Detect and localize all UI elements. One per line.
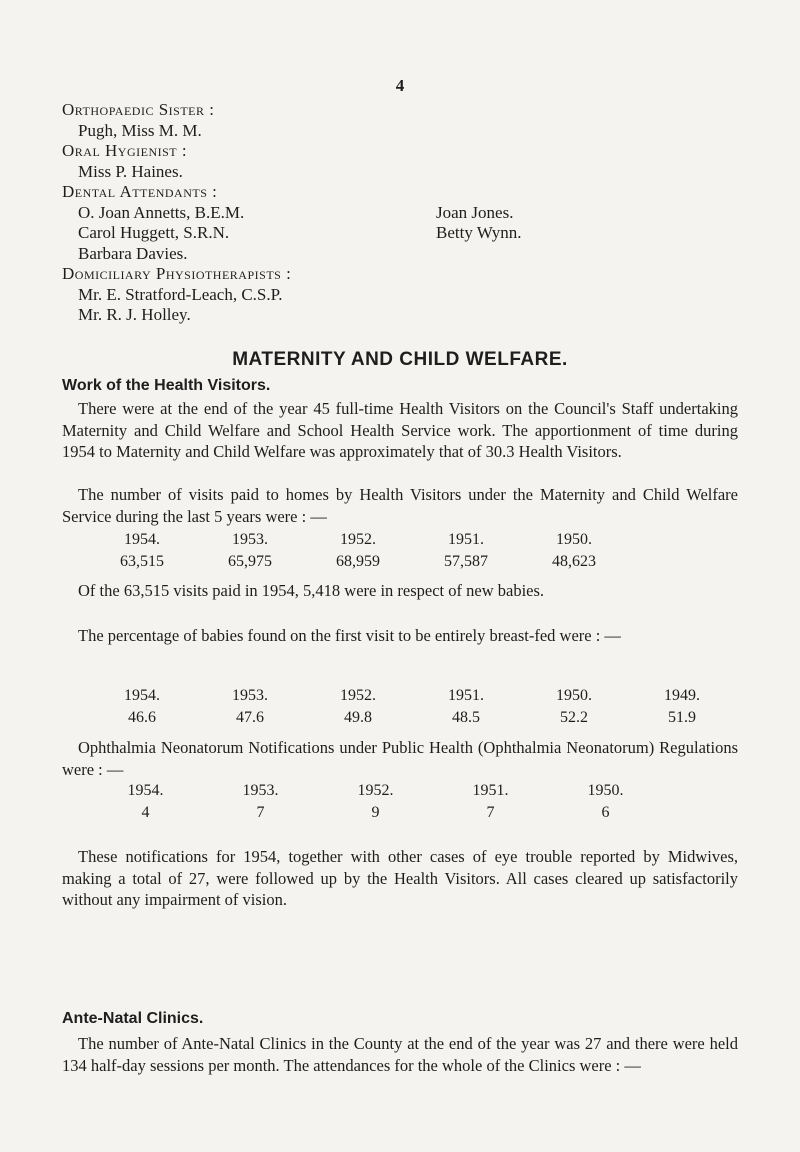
dental-attendants-heading: Dental Attendants : [62, 182, 218, 201]
physiotherapists-heading: Domiciliary Physiotherapists : [62, 264, 292, 283]
dental-name: Barbara Davies. [78, 243, 188, 263]
paragraph-breastfed [62, 625, 738, 647]
dental-name: O. Joan Annetts, B.E.M. [78, 202, 245, 222]
value-cell: 48,623 [552, 553, 596, 570]
paragraph-eye-trouble [62, 846, 738, 911]
value-cell: 7 [486, 804, 495, 821]
dental-name: Joan Jones. [436, 202, 514, 222]
work-heading: Work of the Health Visitors. [62, 377, 271, 394]
year-cell: 1951. [472, 782, 509, 799]
table-row [88, 529, 628, 551]
table-row [88, 551, 628, 573]
value-cell: 4 [141, 804, 150, 821]
visits-table [88, 529, 628, 573]
page-number: 4 [395, 76, 405, 95]
oral-hygienist-heading: Oral Hygienist : [62, 141, 188, 160]
value-cell: 47.6 [236, 709, 264, 726]
paragraph-text: The number of Ante-Natal Clinics in the County at the end of the year was 27 and there were held 134 half-day sessions per month. The attendances for the whole of the Clinics were : — [62, 1034, 738, 1075]
paragraph-text: These notifications for 1954, together with other cases of eye trouble reported by Midwives, making a total of 27, were followed up by the Health Visitors. All cases cleared up satisfactorily without any impairment of vision. [62, 847, 738, 909]
oral-hygienist-name: Miss P. Haines. [78, 161, 183, 181]
breastfed-table [88, 685, 736, 729]
dental-name [436, 244, 742, 265]
table-row [88, 685, 736, 707]
value-cell: 52.2 [560, 709, 588, 726]
value-cell: 68,959 [336, 553, 380, 570]
paragraph-ophthalmia [62, 737, 738, 780]
table-row [88, 780, 663, 802]
value-cell: 51.9 [668, 709, 696, 726]
paragraph-text: The percentage of babies found on the first visit to be entirely breast-fed were : — [78, 626, 621, 645]
year-cell: 1950. [556, 687, 592, 704]
value-cell: 49.8 [344, 709, 372, 726]
physiotherapist-name: Mr. R. J. Holley. [78, 305, 191, 324]
paragraph-text: The number of visits paid to homes by Health Visitors under the Maternity and Child Welfare Service during the last 5 years were : — [62, 485, 738, 526]
year-cell: 1950. [587, 782, 624, 799]
section-title: MATERNITY AND CHILD WELFARE. [232, 349, 568, 370]
value-cell: 48.5 [452, 709, 480, 726]
year-cell: 1954. [124, 687, 160, 704]
value-cell: 46.6 [128, 709, 156, 726]
year-cell: 1951. [448, 687, 484, 704]
staff-list [62, 100, 742, 326]
value-cell: 6 [601, 804, 610, 821]
value-cell: 63,515 [120, 553, 164, 570]
ophthalmia-table [88, 780, 663, 824]
year-cell: 1953. [242, 782, 279, 799]
dental-name: Carol Huggett, S.R.N. [78, 223, 230, 242]
year-cell: 1953. [232, 531, 268, 548]
orthopaedic-name: Pugh, Miss M. M. [78, 120, 202, 140]
dental-name: Betty Wynn. [436, 223, 522, 242]
year-cell: 1954. [124, 531, 160, 548]
year-cell: 1952. [340, 531, 376, 548]
paragraph-visits [62, 484, 738, 527]
dental-row [62, 223, 742, 244]
table-row [88, 707, 736, 729]
paragraph-text: Ophthalmia Neonatorum Notifications under Public Health (Ophthalmia Neonatorum) Regulations were : — [62, 738, 738, 779]
paragraph-text: There were at the end of the year 45 full-time Health Visitors on the Council's Staff undertaking Maternity and Child Welfare and School Health Service work. The apportionment of time during 1954 to Maternity and Child Welfare was approximately that of 30.3 Health Visitors. [62, 399, 738, 461]
year-cell: 1951. [448, 531, 484, 548]
paragraph-text: Of the 63,515 visits paid in 1954, 5,418 were in respect of new babies. [78, 581, 545, 600]
paragraph-new-babies [62, 580, 738, 602]
value-cell: 57,587 [444, 553, 488, 570]
dental-row [62, 244, 742, 265]
value-cell: 7 [256, 804, 265, 821]
antenatal-heading: Ante-Natal Clinics. [62, 1010, 204, 1027]
year-cell: 1954. [127, 782, 164, 799]
paragraph-antenatal [62, 1033, 738, 1076]
year-cell: 1952. [340, 687, 376, 704]
orthopaedic-heading: Orthopaedic Sister : [62, 100, 215, 119]
year-cell: 1949. [664, 687, 700, 704]
value-cell: 9 [371, 804, 380, 821]
table-row [88, 802, 663, 824]
dental-row [62, 203, 742, 224]
physiotherapist-name: Mr. E. Stratford-Leach, C.S.P. [78, 284, 283, 304]
paragraph-staff [62, 398, 738, 463]
year-cell: 1952. [357, 782, 394, 799]
year-cell: 1950. [556, 531, 592, 548]
value-cell: 65,975 [228, 553, 272, 570]
year-cell: 1953. [232, 687, 268, 704]
